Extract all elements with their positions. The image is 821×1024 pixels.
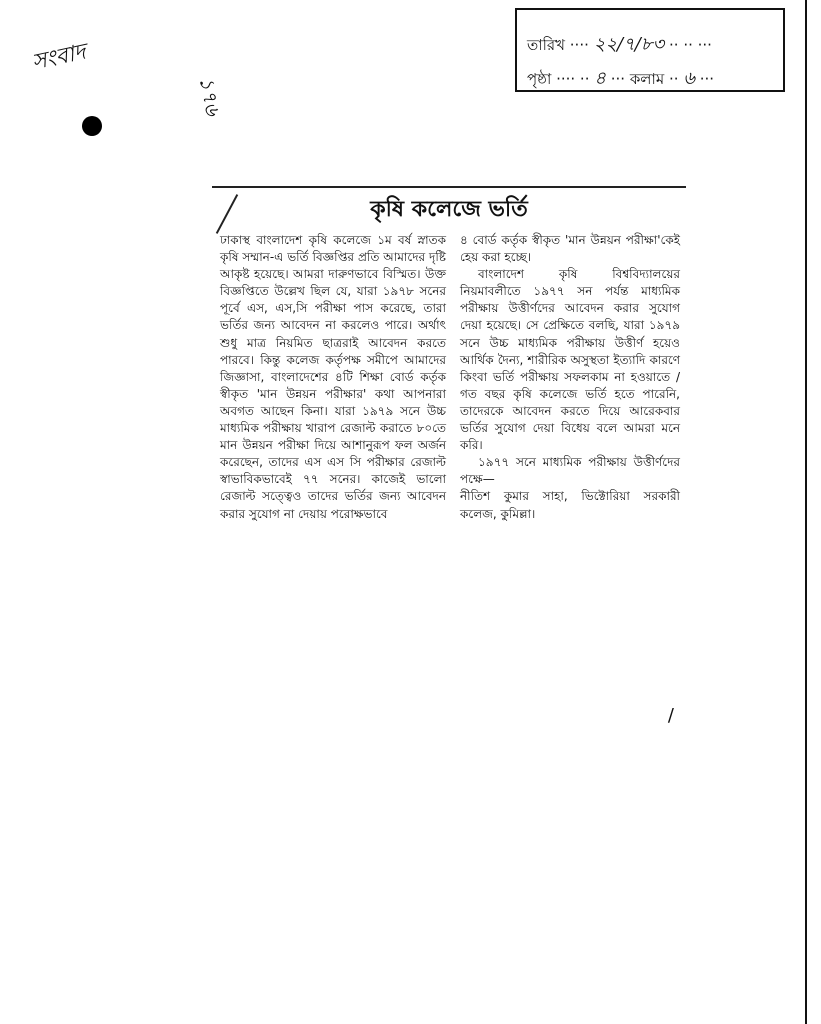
article-paragraph: ঢাকাস্থ বাংলাদেশ কৃষি কলেজে ১ম বর্ষ স্নাতক কৃষি সম্মান-এ ভর্তি বিজ্ঞপ্তির প্রতি আমাদের দৃষ্টি আকৃষ্ট হয়েছে। আমরা দারুণভাবে বিস্মিত। উক্ত বিজ্ঞপ্তিতে উল্লেখ ছিল যে, যারা ১৯৭৮ সনের পূর্বে এস, এস,সি পরীক্ষা পাস করেছে, তারা ভর্তির জন্য আবেদন না করলেও পারে। অর্থাৎ শুধু মাত্র নিয়মিত ছাত্ররাই আবেদন করতে পারবে। কিন্তু কলেজ কর্তৃপক্ষ সমীপে আমাদের জিজ্ঞাসা, বাংলাদেশের ৪টি শিক্ষা বোর্ড কর্তৃক স্বীকৃত 'মান উন্নয়ন পরীক্ষার' কথা আপনারা অবগত আছেন কিনা। যারা ১৯৭৯ সনে উচ্চ মাধ্যমিক পরীক্ষায় খারাপ রেজাল্ট করাতে ৮০তে মান উন্নয়ন পরীক্ষা দিয়ে আশানুরূপ ফল অর্জন করেছেন, তাদের এস এস সি পরীক্ষার রেজাল্ট স্বাভাবিকভাবেই ৭৭ সনের। কাজেই ভালো রেজাল্ট সত্ত্বেও তাদের ভর্তির জন্য আবেদন করার সুযোগ না দেয়ায় পরোক্ষভাবে [220, 233, 446, 521]
stamp-date-value: ২২/৭/৮৩ [593, 34, 665, 55]
newspaper-clipping [212, 186, 686, 748]
handwritten-label: সংবাদ [29, 39, 88, 76]
ink-dot [82, 116, 102, 136]
stamp-date-label: তারিখ [527, 36, 565, 54]
date-stamp [515, 8, 785, 92]
stamp-date-row: তারিখ ···· ২২/৭/৮৩ ·· ·· ··· [527, 34, 712, 55]
stamp-column-label: কলাম [629, 70, 665, 88]
article-right-column [460, 232, 680, 523]
article-paragraph: বাংলাদেশ কৃষি বিশ্ববিদ্যালয়ের নিয়মাবলীতে ১৯৭৭ সন পর্যন্ত মাধ্যমিক পরীক্ষায় উত্তীর্ণদের আবেদন করার সুযোগ দেয়া হয়েছে। সে প্রেক্ষিতে বলছি, যারা ১৯৭৯ সনে উচ্চ মাধ্যমিক পরীক্ষায় উত্তীর্ণ হয়েও আর্থিক দৈন্য, শারীরিক অসুস্থতা ইত্যাদি কারণে কিংবা ভর্তি পরীক্ষায় সফলকাম না হওয়াতে / গত বছর কৃষি কলেজে ভর্তি হতে পারেনি, তাদেরকে আবেদন করতে দিয়ে আরেকবার ভর্তির সুযোগ দেয়া বিধেয় বলে আমরা মনে করি। [460, 267, 680, 453]
article-left-column [220, 232, 446, 523]
stamp-column-value: ৬ [683, 68, 695, 89]
stamp-page-label: পৃষ্ঠা [527, 70, 552, 88]
stamp-page-row: পৃষ্ঠা ···· ·· ৪ ··· কলাম ·· ৬ ··· [527, 68, 715, 89]
pen-tick-mark: / [667, 705, 674, 726]
article-title: কৃষি কলেজে ভর্তি [370, 197, 528, 222]
handwritten-number: ১৭৬ [194, 74, 226, 118]
article-signature: নীতিশ কুমার সাহা, ভিক্টোরিয়া সরকারী কলেজ, কুমিল্লা। [460, 489, 680, 521]
article-paragraph: ৪ বোর্ড কর্তৃক স্বীকৃত 'মান উন্নয়ন পরীক্ষা'কেই হেয় করা হচ্ছে। [460, 233, 680, 265]
stamp-page-value: ৪ [594, 68, 606, 89]
article-paragraph: ১৯৭৭ সনে মাধ্যমিক পরীক্ষায় উত্তীর্ণদের পক্ষে— [460, 455, 680, 487]
page-edge [805, 0, 815, 1024]
